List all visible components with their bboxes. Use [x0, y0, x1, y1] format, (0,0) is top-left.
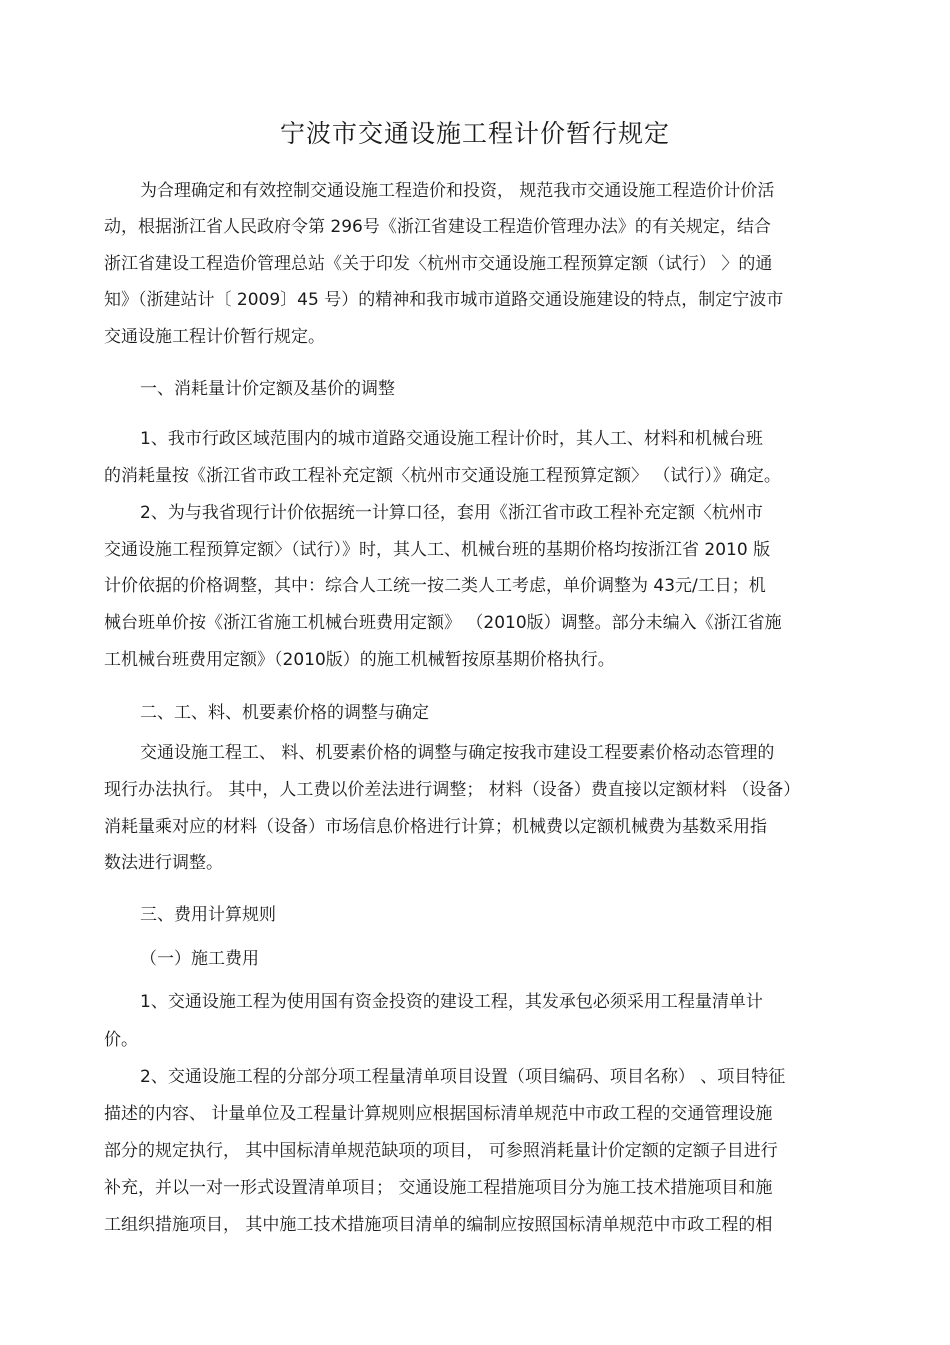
paragraph-line: 工组织措施项目， 其中施工技术措施项目清单的编制应按照国标清单规范中市政工程的相	[104, 1215, 773, 1235]
section-heading: 一、消耗量计价定额及基价的调整	[140, 379, 395, 399]
paragraph-line: 数法进行调整。	[104, 853, 223, 873]
paragraph-line: 知》（浙建站计〔 2009〕45 号）的精神和我市城市道路交通设施建设的特点，制定宁波市	[104, 290, 784, 310]
paragraph-line: 价。	[104, 1030, 138, 1050]
paragraph-line: 为合理确定和有效控制交通设施工程造价和投资， 规范我市交通设施工程造价计价活	[140, 181, 775, 201]
paragraph-line: 部分的规定执行， 其中国标清单规范缺项的项目， 可参照消耗量计价定额的定额子目进行	[104, 1141, 778, 1161]
paragraph-line: 的消耗量按《浙江省市政工程补充定额〈杭州市交通设施工程预算定额〉 （试行）》确定。	[104, 466, 781, 486]
paragraph-line: 消耗量乘对应的材料（设备）市场信息价格进行计算；机械费以定额机械费为基数采用指	[104, 817, 767, 837]
paragraph-line: 描述的内容、 计量单位及工程量计算规则应根据国标清单规范中市政工程的交通管理设施	[104, 1104, 773, 1124]
paragraph-line: 交通设施工程预算定额〉（试行）》时，其人工、机械台班的基期价格均按浙江省 2010 版	[104, 540, 771, 560]
paragraph-line: 补充，并以一对一形式设置清单项目； 交通设施工程措施项目分为施工技术措施项目和施	[104, 1178, 773, 1198]
paragraph-line: 计价依据的价格调整，其中：综合人工统一按二类人工考虑，单价调整为 43元/工日；机	[104, 576, 766, 596]
paragraph-line: 2、交通设施工程的分部分项工程量清单项目设置（项目编码、项目名称） 、项目特征	[140, 1067, 786, 1087]
paragraph-line: 1、交通设施工程为使用国有资金投资的建设工程，其发承包必须采用工程量清单计	[140, 992, 763, 1012]
paragraph-line: 交通设施工程计价暂行规定。	[104, 327, 325, 347]
section-heading: 二、工、料、机要素价格的调整与确定	[140, 703, 429, 723]
paragraph-line: 1、我市行政区域范围内的城市道路交通设施工程计价时，其人工、材料和机械台班	[140, 429, 763, 449]
paragraph-line: 浙江省建设工程造价管理总站《关于印发〈杭州市交通设施工程预算定额（试行） 〉的通	[104, 254, 773, 274]
paragraph-line: 2、为与我省现行计价依据统一计算口径，套用《浙江省市政工程补充定额〈杭州市	[140, 503, 763, 523]
paragraph-line: 动，根据浙江省人民政府令第 296号《浙江省建设工程造价管理办法》的有关规定，结合	[104, 217, 771, 237]
paragraph-line: 工机械台班费用定额》（2010版）的施工机械暂按原基期价格执行。	[104, 650, 615, 670]
paragraph-line: 械台班单价按《浙江省施工机械台班费用定额》 （2010版）调整。部分未编入《浙江省施	[104, 613, 782, 633]
section-heading: 三、费用计算规则	[140, 905, 276, 925]
subsection-heading: （一）施工费用	[140, 949, 259, 969]
document-title: 宁波市交通设施工程计价暂行规定	[279, 119, 670, 148]
paragraph-line: 交通设施工程工、 料、机要素价格的调整与确定按我市建设工程要素价格动态管理的	[140, 743, 775, 763]
paragraph-line: 现行办法执行。 其中，人工费以价差法进行调整； 材料（设备）费直接以定额材料 （设备）	[104, 780, 801, 800]
